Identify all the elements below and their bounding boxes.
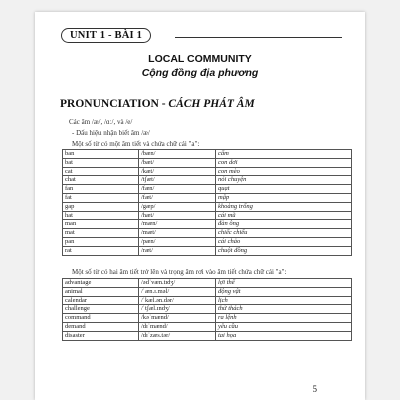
table-row	[63, 246, 352, 255]
unit-header-rule	[175, 37, 342, 38]
one-syllable-intro: Một số từ có một âm tiết và chứa chữ cái "a":	[72, 140, 200, 148]
ipa-cell: /tʃæt/	[139, 176, 216, 185]
ipa-cell: /ræt/	[139, 246, 216, 255]
document-page	[35, 12, 365, 400]
ipa-cell: /ˈtʃæl.ɪndʒ/	[139, 305, 216, 314]
ipa-cell: /mæn/	[139, 220, 216, 229]
ipa-cell: /kæt/	[139, 167, 216, 176]
ipa-cell: /bæn/	[139, 150, 216, 159]
meaning-cell: đàn ông	[216, 220, 352, 229]
meaning-cell: quạt	[216, 185, 352, 194]
lesson-title-vi: Cộng đồng địa phương	[141, 67, 259, 79]
meaning-cell: tai họa	[216, 331, 352, 340]
table-row	[63, 150, 352, 159]
table-row	[63, 322, 352, 331]
word-cell: man	[63, 220, 139, 229]
word-cell: pan	[63, 237, 139, 246]
word-cell: ban	[63, 150, 139, 159]
meaning-cell: cái chảo	[216, 237, 352, 246]
table-row	[63, 193, 352, 202]
recognition-sign: - Dấu hiệu nhận biết âm /æ/	[72, 129, 150, 137]
meaning-cell: lợi thế	[216, 279, 352, 288]
meaning-cell: lịch	[216, 296, 352, 305]
ipa-cell: /ˈkæl.ən.dər/	[139, 296, 216, 305]
meaning-cell: động vật	[216, 287, 352, 296]
word-cell: fat	[63, 193, 139, 202]
ipa-cell: /hæt/	[139, 211, 216, 220]
word-cell: cat	[63, 167, 139, 176]
table-row	[63, 158, 352, 167]
word-cell: demand	[63, 322, 139, 331]
ipa-cell: /fæn/	[139, 185, 216, 194]
ipa-cell: /dɪˈmænd/	[139, 322, 216, 331]
ipa-cell: /fæt/	[139, 193, 216, 202]
meaning-cell: ra lệnh	[216, 314, 352, 323]
one-syllable-word-table	[62, 149, 352, 256]
table-row	[63, 296, 352, 305]
meaning-cell: thử thách	[216, 305, 352, 314]
meaning-cell: con mèo	[216, 167, 352, 176]
table-row	[63, 211, 352, 220]
meaning-cell: nói chuyện	[216, 176, 352, 185]
meaning-cell: cấm	[216, 150, 352, 159]
multi-syllable-intro: Một số từ có hai âm tiết trở lên và trọng âm rơi vào âm tiết chứa chữ cái "a":	[72, 268, 287, 276]
ipa-cell: /bæt/	[139, 158, 216, 167]
word-cell: mat	[63, 229, 139, 238]
sound-intro: Các âm /æ/, /ɑː/, và /e/	[69, 118, 133, 126]
multi-syllable-word-table	[62, 278, 352, 341]
table-row	[63, 331, 352, 340]
section-heading-en: PRONUNCIATION -	[60, 98, 169, 110]
unit-label: UNIT 1 - BÀI 1	[61, 28, 151, 43]
ipa-cell: /mæt/	[139, 229, 216, 238]
meaning-cell: con dơi	[216, 158, 352, 167]
table-row	[63, 314, 352, 323]
meaning-cell: chiếc chiếu	[216, 229, 352, 238]
table-row	[63, 202, 352, 211]
table-row	[63, 185, 352, 194]
ipa-cell: /ədˈvæn.tɪdʒ/	[139, 279, 216, 288]
ipa-cell: /ˈæn.ɪ.məl/	[139, 287, 216, 296]
table-row	[63, 229, 352, 238]
table-row	[63, 167, 352, 176]
word-cell: advantage	[63, 279, 139, 288]
table-row	[63, 237, 352, 246]
ipa-cell: /dɪˈzæs.tər/	[139, 331, 216, 340]
meaning-cell: chuột đồng	[216, 246, 352, 255]
table-row	[63, 305, 352, 314]
meaning-cell: mập	[216, 193, 352, 202]
table-row	[63, 220, 352, 229]
word-cell: disaster	[63, 331, 139, 340]
word-cell: fan	[63, 185, 139, 194]
ipa-cell: /gæp/	[139, 202, 216, 211]
word-cell: animal	[63, 287, 139, 296]
ipa-cell: /pæn/	[139, 237, 216, 246]
word-cell: chat	[63, 176, 139, 185]
table-row	[63, 287, 352, 296]
meaning-cell: cái mũ	[216, 211, 352, 220]
section-heading-vi: CÁCH PHÁT ÂM	[168, 98, 255, 110]
ipa-cell: /kəˈmænd/	[139, 314, 216, 323]
word-cell: command	[63, 314, 139, 323]
word-cell: challenge	[63, 305, 139, 314]
word-cell: calendar	[63, 296, 139, 305]
table-row	[63, 176, 352, 185]
word-cell: hat	[63, 211, 139, 220]
word-cell: rat	[63, 246, 139, 255]
meaning-cell: khoảng trống	[216, 202, 352, 211]
word-cell: gap	[63, 202, 139, 211]
lesson-title-en: LOCAL COMMUNITY	[148, 53, 252, 65]
word-cell: bat	[63, 158, 139, 167]
section-heading	[60, 98, 255, 110]
meaning-cell: yêu cầu	[216, 322, 352, 331]
table-row	[63, 279, 352, 288]
page-number: 5	[312, 384, 317, 394]
